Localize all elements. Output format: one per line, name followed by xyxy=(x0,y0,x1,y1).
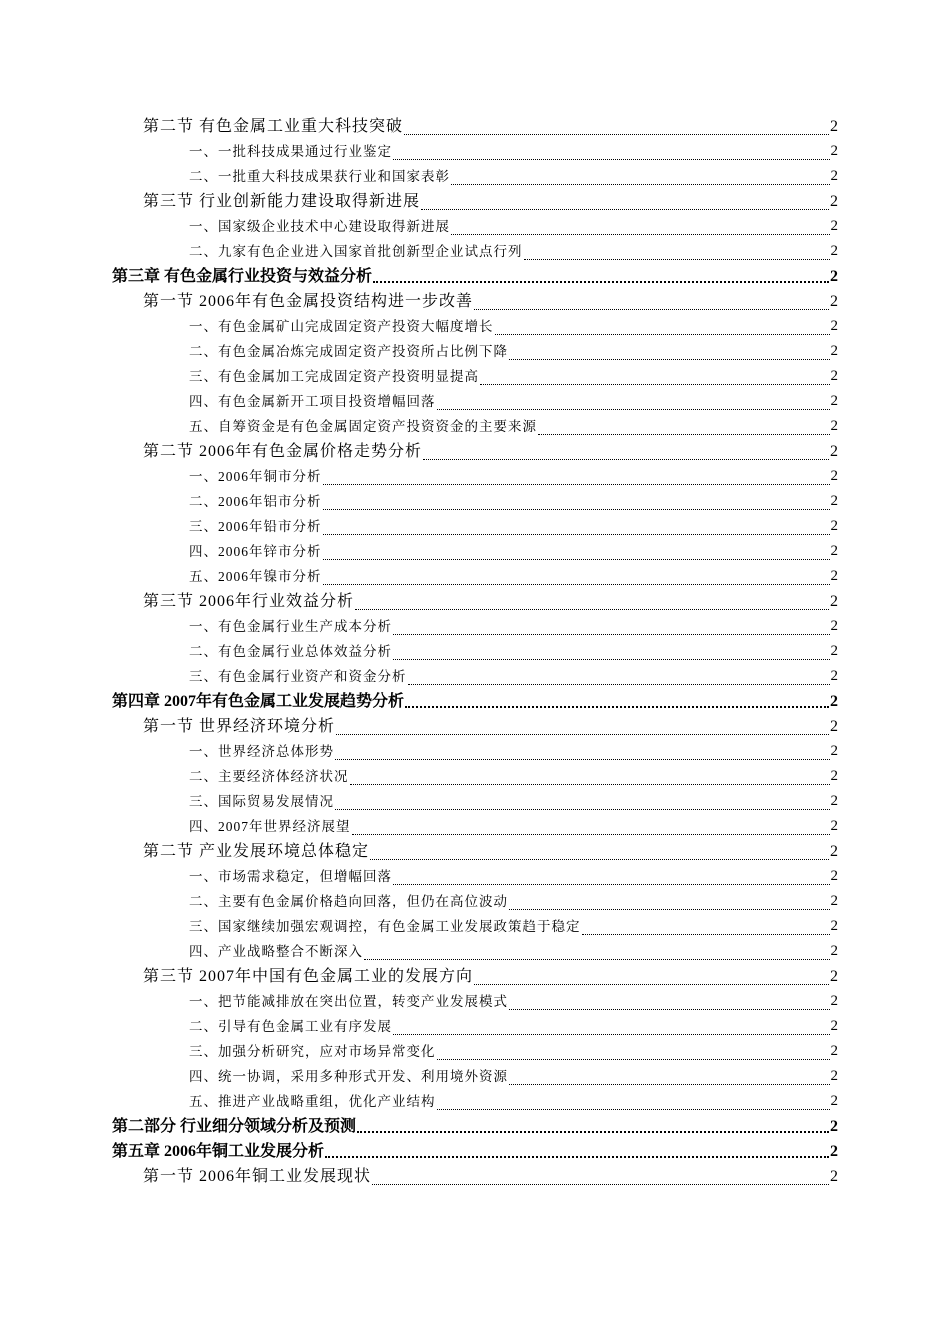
toc-subsection-entry[interactable] xyxy=(112,489,838,514)
toc-entry-title: 第四章 2007年有色金属工业发展趋势分析 xyxy=(112,693,405,710)
toc-entry-title: 二、一批重大科技成果获行业和国家表彰 xyxy=(189,169,450,184)
toc-dot-leader xyxy=(357,1127,829,1133)
toc-page-number: 2 xyxy=(830,118,838,135)
toc-chapter-entry[interactable] xyxy=(112,689,838,714)
toc-dot-leader xyxy=(437,405,830,410)
toc-entry-title: 二、主要经济体经济状况 xyxy=(189,769,349,784)
toc-page-number: 2 xyxy=(830,418,838,434)
toc-dot-leader xyxy=(474,305,829,310)
toc-page-number: 2 xyxy=(830,293,838,310)
toc-dot-leader xyxy=(582,930,830,935)
toc-entry-title: 第二节 产业发展环境总体稳定 xyxy=(143,843,370,860)
toc-section-entry[interactable] xyxy=(112,839,838,864)
toc-entry-title: 一、2006年铜市分析 xyxy=(189,469,322,484)
toc-subsection-entry[interactable] xyxy=(112,739,838,764)
toc-subsection-entry[interactable] xyxy=(112,139,838,164)
toc-subsection-entry[interactable] xyxy=(112,1014,838,1039)
toc-dot-leader xyxy=(323,530,830,535)
toc-subsection-entry[interactable] xyxy=(112,914,838,939)
toc-subsection-entry[interactable] xyxy=(112,164,838,189)
toc-section-entry[interactable] xyxy=(112,964,838,989)
toc-dot-leader xyxy=(480,380,830,385)
toc-dot-leader xyxy=(393,1030,830,1035)
toc-dot-leader xyxy=(405,702,829,708)
toc-entry-title: 一、市场需求稳定，但增幅回落 xyxy=(189,869,392,884)
toc-subsection-entry[interactable] xyxy=(112,889,838,914)
toc-entry-title: 第一节 2006年有色金属投资结构进一步改善 xyxy=(143,293,474,310)
toc-page-number: 2 xyxy=(830,718,838,735)
toc-page-number: 2 xyxy=(830,668,838,684)
toc-page-number: 2 xyxy=(830,1018,838,1034)
toc-entry-title: 四、有色金属新开工项目投资增幅回落 xyxy=(189,394,436,409)
toc-subsection-entry[interactable] xyxy=(112,464,838,489)
toc-dot-leader xyxy=(364,955,830,960)
toc-dot-leader xyxy=(524,255,830,260)
toc-page-number: 2 xyxy=(830,493,838,509)
toc-entry-title: 四、2006年锌市分析 xyxy=(189,544,322,559)
toc-subsection-entry[interactable] xyxy=(112,1089,838,1114)
toc-entry-title: 三、有色金属加工完成固定资产投资明显提高 xyxy=(189,369,479,384)
toc-subsection-entry[interactable] xyxy=(112,214,838,239)
toc-dot-leader xyxy=(538,430,830,435)
toc-subsection-entry[interactable] xyxy=(112,1039,838,1064)
toc-dot-leader xyxy=(437,1055,830,1060)
toc-entry-title: 一、国家级企业技术中心建设取得新进展 xyxy=(189,219,450,234)
toc-subsection-entry[interactable] xyxy=(112,1064,838,1089)
toc-dot-leader xyxy=(451,180,830,185)
toc-page-number: 2 xyxy=(830,1043,838,1059)
toc-subsection-entry[interactable] xyxy=(112,364,838,389)
toc-dot-leader xyxy=(408,680,830,685)
toc-dot-leader xyxy=(336,730,829,735)
toc-page-number: 2 xyxy=(830,218,838,234)
toc-entry-title: 二、有色金属行业总体效益分析 xyxy=(189,644,392,659)
toc-subsection-entry[interactable] xyxy=(112,939,838,964)
toc-entry-title: 三、加强分析研究，应对市场异常变化 xyxy=(189,1044,436,1059)
toc-subsection-entry[interactable] xyxy=(112,514,838,539)
toc-entry-title: 五、推进产业战略重组，优化产业结构 xyxy=(189,1094,436,1109)
toc-entry-title: 一、把节能减排放在突出位置，转变产业发展模式 xyxy=(189,994,508,1009)
toc-dot-leader xyxy=(325,1152,829,1158)
toc-subsection-entry[interactable] xyxy=(112,789,838,814)
toc-entry-title: 三、有色金属行业资产和资金分析 xyxy=(189,669,407,684)
toc-subsection-entry[interactable] xyxy=(112,314,838,339)
toc-subsection-entry[interactable] xyxy=(112,539,838,564)
toc-subsection-entry[interactable] xyxy=(112,764,838,789)
toc-entry-title: 第一节 2006年铜工业发展现状 xyxy=(143,1168,372,1185)
toc-page-number: 2 xyxy=(830,993,838,1009)
toc-entry-title: 一、有色金属矿山完成固定资产投资大幅度增长 xyxy=(189,319,494,334)
toc-section-entry[interactable] xyxy=(112,589,838,614)
toc-page-number: 2 xyxy=(830,243,838,259)
toc-dot-leader xyxy=(323,555,830,560)
toc-chapter-entry[interactable] xyxy=(112,1114,838,1139)
toc-page-number: 2 xyxy=(830,1143,838,1160)
toc-page-number: 2 xyxy=(830,368,838,384)
toc-dot-leader xyxy=(352,830,830,835)
toc-dot-leader xyxy=(323,505,830,510)
toc-page-number: 2 xyxy=(830,393,838,409)
toc-entry-title: 一、有色金属行业生产成本分析 xyxy=(189,619,392,634)
toc-entry-title: 二、九家有色企业进入国家首批创新型企业试点行列 xyxy=(189,244,523,259)
toc-entry-title: 一、世界经济总体形势 xyxy=(189,744,334,759)
toc-entry-title: 四、统一协调，采用多种形式开发、利用境外资源 xyxy=(189,1069,508,1084)
toc-page-number: 2 xyxy=(830,1118,838,1135)
toc-entry-title: 一、一批科技成果通过行业鉴定 xyxy=(189,144,392,159)
toc-dot-leader xyxy=(393,880,830,885)
toc-section-entry[interactable] xyxy=(112,114,838,139)
toc-page-number: 2 xyxy=(830,543,838,559)
toc-entry-title: 第一节 世界经济环境分析 xyxy=(143,718,336,735)
toc-page-number: 2 xyxy=(830,1093,838,1109)
toc-entry-title: 第五章 2006年铜工业发展分析 xyxy=(112,1143,325,1160)
toc-dot-leader xyxy=(509,1080,830,1085)
toc-subsection-entry[interactable] xyxy=(112,664,838,689)
toc-page-number: 2 xyxy=(830,793,838,809)
toc-entry-title: 第三节 2007年中国有色金属工业的发展方向 xyxy=(143,968,474,985)
toc-dot-leader xyxy=(373,277,829,283)
toc-page-number: 2 xyxy=(830,143,838,159)
toc-entry-title: 第二节 2006年有色金属价格走势分析 xyxy=(143,443,423,460)
toc-entry-title: 四、产业战略整合不断深入 xyxy=(189,944,363,959)
toc-page-number: 2 xyxy=(830,868,838,884)
toc-page-number: 2 xyxy=(830,1168,838,1185)
toc-dot-leader xyxy=(355,605,829,610)
toc-entry-title: 三、国际贸易发展情况 xyxy=(189,794,334,809)
toc-section-entry[interactable] xyxy=(112,289,838,314)
toc-page-number: 2 xyxy=(830,193,838,210)
toc-entry-title: 四、2007年世界经济展望 xyxy=(189,819,351,834)
toc-dot-leader xyxy=(323,480,830,485)
toc-page-number: 2 xyxy=(830,943,838,959)
toc-page-number: 2 xyxy=(830,768,838,784)
toc-entry-title: 二、引导有色金属工业有序发展 xyxy=(189,1019,392,1034)
toc-entry-title: 第二节 有色金属工业重大科技突破 xyxy=(143,118,404,135)
toc-dot-leader xyxy=(421,205,829,210)
toc-subsection-entry[interactable] xyxy=(112,814,838,839)
toc-entry-title: 二、主要有色金属价格趋向回落，但仍在高位波动 xyxy=(189,894,508,909)
toc-dot-leader xyxy=(509,1005,830,1010)
toc-page-number: 2 xyxy=(830,318,838,334)
toc-dot-leader xyxy=(509,905,830,910)
table-of-contents xyxy=(112,114,838,1189)
toc-page-number: 2 xyxy=(830,443,838,460)
toc-subsection-entry[interactable] xyxy=(112,614,838,639)
toc-dot-leader xyxy=(495,330,830,335)
toc-dot-leader xyxy=(393,630,830,635)
toc-section-entry[interactable] xyxy=(112,189,838,214)
toc-subsection-entry[interactable] xyxy=(112,864,838,889)
toc-entry-title: 二、2006年铝市分析 xyxy=(189,494,322,509)
toc-dot-leader xyxy=(335,805,830,810)
toc-dot-leader xyxy=(393,155,830,160)
toc-page-number: 2 xyxy=(830,918,838,934)
toc-section-entry[interactable] xyxy=(112,439,838,464)
toc-entry-title: 三、国家继续加强宏观调控，有色金属工业发展政策趋于稳定 xyxy=(189,919,581,934)
toc-subsection-entry[interactable] xyxy=(112,389,838,414)
toc-page-number: 2 xyxy=(830,568,838,584)
toc-chapter-entry[interactable] xyxy=(112,264,838,289)
toc-page-number: 2 xyxy=(830,593,838,610)
toc-page-number: 2 xyxy=(830,968,838,985)
toc-dot-leader xyxy=(437,1105,830,1110)
toc-page-number: 2 xyxy=(830,618,838,634)
toc-subsection-entry[interactable] xyxy=(112,239,838,264)
toc-subsection-entry[interactable] xyxy=(112,989,838,1014)
toc-dot-leader xyxy=(509,355,830,360)
toc-dot-leader xyxy=(370,855,829,860)
toc-entry-title: 二、有色金属冶炼完成固定资产投资所占比例下降 xyxy=(189,344,508,359)
toc-dot-leader xyxy=(393,655,830,660)
toc-page-number: 2 xyxy=(830,643,838,659)
toc-page-number: 2 xyxy=(830,468,838,484)
toc-dot-leader xyxy=(323,580,830,585)
toc-page-number: 2 xyxy=(830,168,838,184)
toc-dot-leader xyxy=(451,230,830,235)
toc-entry-title: 第三章 有色金属行业投资与效益分析 xyxy=(112,268,373,285)
toc-page-number: 2 xyxy=(830,1068,838,1084)
toc-page-number: 2 xyxy=(830,518,838,534)
toc-subsection-entry[interactable] xyxy=(112,564,838,589)
toc-entry-title: 第二部分 行业细分领域分析及预测 xyxy=(112,1118,357,1135)
toc-page-number: 2 xyxy=(830,843,838,860)
toc-dot-leader xyxy=(423,455,829,460)
toc-entry-title: 三、2006年铅市分析 xyxy=(189,519,322,534)
toc-page-number: 2 xyxy=(830,693,838,710)
toc-subsection-entry[interactable] xyxy=(112,639,838,664)
toc-page-number: 2 xyxy=(830,343,838,359)
toc-section-entry[interactable] xyxy=(112,714,838,739)
toc-entry-title: 五、2006年镍市分析 xyxy=(189,569,322,584)
toc-section-entry[interactable] xyxy=(112,1164,838,1189)
toc-entry-title: 五、自筹资金是有色金属固定资产投资资金的主要来源 xyxy=(189,419,537,434)
toc-dot-leader xyxy=(474,980,829,985)
toc-subsection-entry[interactable] xyxy=(112,339,838,364)
toc-page-number: 2 xyxy=(830,818,838,834)
toc-chapter-entry[interactable] xyxy=(112,1139,838,1164)
toc-dot-leader xyxy=(350,780,830,785)
toc-dot-leader xyxy=(372,1180,829,1185)
toc-page-number: 2 xyxy=(830,893,838,909)
toc-page-number: 2 xyxy=(830,268,838,285)
toc-dot-leader xyxy=(335,755,830,760)
toc-entry-title: 第三节 行业创新能力建设取得新进展 xyxy=(143,193,421,210)
toc-subsection-entry[interactable] xyxy=(112,414,838,439)
toc-page-number: 2 xyxy=(830,743,838,759)
toc-dot-leader xyxy=(404,130,829,135)
toc-entry-title: 第三节 2006年行业效益分析 xyxy=(143,593,355,610)
